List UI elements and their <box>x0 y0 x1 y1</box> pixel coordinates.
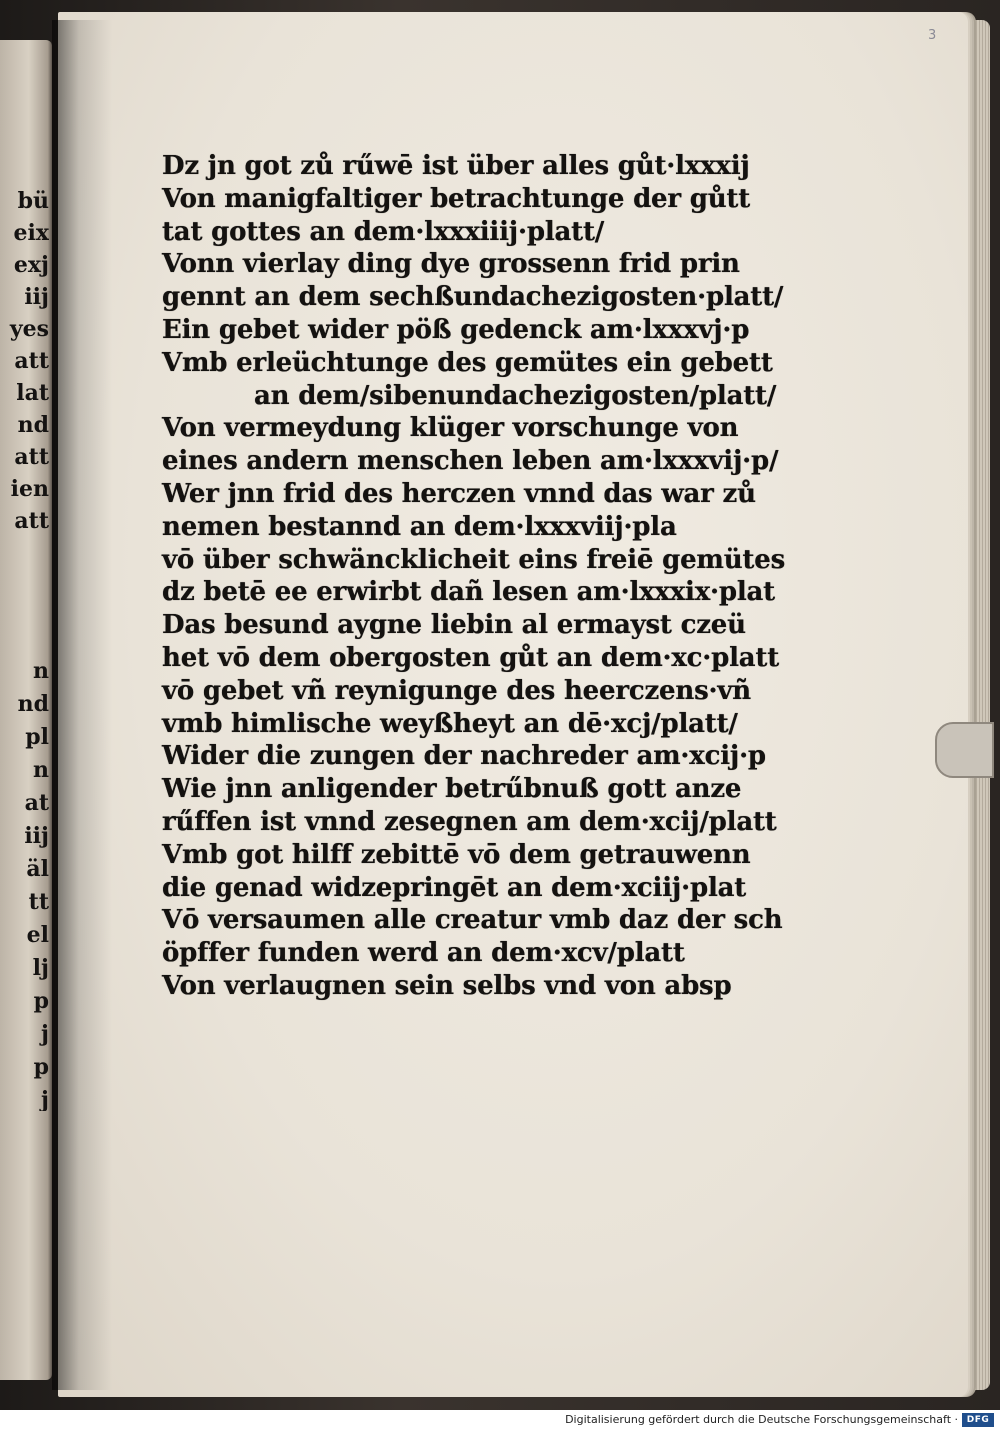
text-line: Vonn vierlay ding dye grossenn frid prin <box>162 249 740 280</box>
text-line: vō gebet vñ reynigunge des heerczens·vñ <box>162 675 751 706</box>
text-line: an dem/sibenundachezigosten/platt/ <box>254 380 777 411</box>
left-line: el <box>26 922 49 948</box>
left-line: lat <box>16 380 49 406</box>
text-line: Vmb erleüchtunge des gemütes ein gebett <box>162 347 773 378</box>
page-stack-edge <box>968 20 990 1390</box>
folio-number: 3 <box>928 28 937 43</box>
page-clip <box>935 722 994 778</box>
left-line: ien <box>10 476 49 502</box>
text-line: Wider die zungen der nachreder am·xcij·p <box>162 741 766 772</box>
left-line: j <box>41 1021 49 1047</box>
left-line: p <box>33 988 49 1014</box>
footer-bar <box>0 1410 1000 1430</box>
left-line: exj <box>13 252 49 278</box>
left-page-text-block-2 <box>3 660 49 1111</box>
text-line: Vmb got hilff zebittē vō dem getrauwenn <box>162 839 751 870</box>
left-line: n <box>33 757 49 783</box>
text-line: Wer jnn frid des herczen vnnd das war zů <box>162 478 756 509</box>
text-line: öpffer funden werd an dem·xcv/platt <box>162 938 685 969</box>
text-line: rűffen ist vnnd zesegnen am dem·xcij/platt <box>162 806 777 837</box>
left-line: at <box>24 790 49 816</box>
dfg-logo: DFG <box>962 1413 994 1427</box>
left-line: att <box>14 348 49 374</box>
text-line: gennt an dem sechßundachezigosten·platt/ <box>162 282 784 313</box>
left-line: äl <box>26 856 49 882</box>
left-line: n <box>33 660 49 684</box>
left-line: p <box>33 1054 49 1080</box>
text-line: tat gottes an dem·lxxxiiij·platt/ <box>162 216 605 247</box>
left-line: iij <box>24 284 49 310</box>
text-line: eines andern menschen leben am·lxxxvij·p/ <box>162 446 779 477</box>
text-line: vō über schwäncklicheit eins freiē gemütes <box>162 544 786 575</box>
left-line: lj <box>32 955 49 981</box>
text-line: dz betē ee erwirbt dañ lesen am·lxxxix·plat <box>162 577 775 608</box>
left-line: pl <box>25 724 49 750</box>
left-line: nd <box>17 412 49 438</box>
text-line: Von manigfaltiger betrachtunge der gůtt <box>162 183 751 214</box>
text-line: die genad widzepringēt an dem·xciij·plat <box>162 872 747 903</box>
text-line: Wie jnn anligender betrűbnuß gott anze <box>162 774 742 805</box>
text-line: Von verlaugnen sein selbs vnd von absp <box>162 970 732 1001</box>
left-line: iij <box>24 823 49 849</box>
text-line: Ein gebet wider pöß gedenck am·lxxxvj·p <box>162 314 750 345</box>
text-line: Das besund aygne liebin al ermayst czeü <box>162 610 746 641</box>
left-line: j <box>41 1087 49 1111</box>
funding-credit: Digitalisierung gefördert durch die Deutsche Forschungsgemeinschaft · <box>565 1413 958 1426</box>
left-line: att <box>14 444 49 470</box>
left-line: yes <box>9 316 49 342</box>
left-line: eix <box>13 220 49 246</box>
text-line: vmb himlische weyßheyt an dē·xcj/platt/ <box>162 708 738 739</box>
text-line: het vō dem obergosten gůt an dem·xc·platt <box>162 642 780 673</box>
text-line: Von vermeydung klüger vorschunge von <box>162 413 739 444</box>
left-page-fragment <box>0 40 52 1380</box>
left-line: att <box>14 508 49 532</box>
text-line: Dz jn got zů rűwē ist über alles gůt·lxxxij <box>162 151 750 181</box>
left-page-text-block-1 <box>3 190 49 532</box>
left-line: tt <box>28 889 49 915</box>
left-line: bü <box>17 190 49 214</box>
printed-text-block <box>162 150 830 1003</box>
left-line: nd <box>17 691 49 717</box>
text-line: nemen bestannd an dem·lxxxviij·pla <box>162 511 677 542</box>
text-line: Vō versaumen alle creatur vmb daz der sch <box>162 905 783 936</box>
